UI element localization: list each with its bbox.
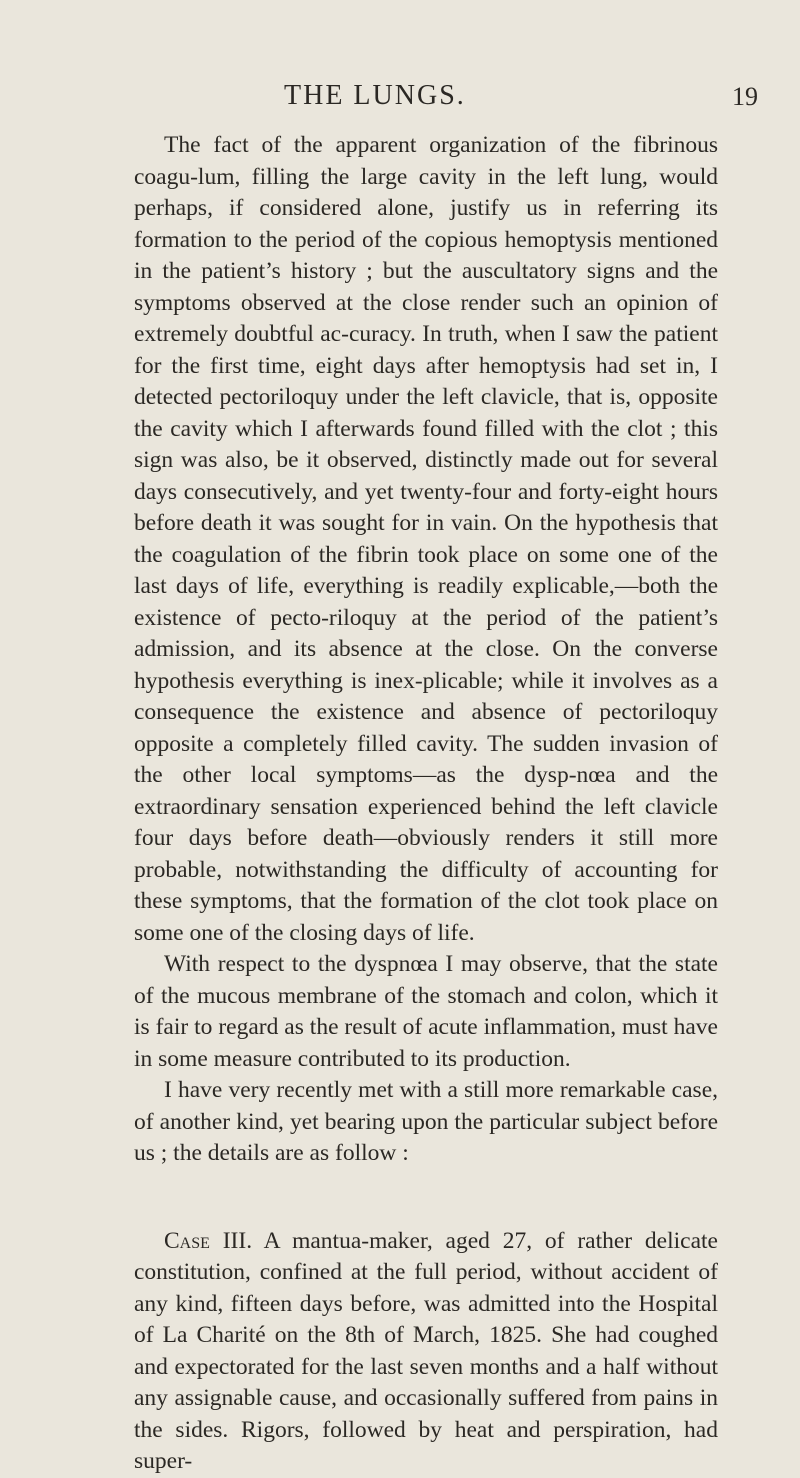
paragraph-dyspnoea: With respect to the dyspnœa I may observe, that the state of the mucous membrane of the stomach and colon, which it is fair to regard as the result of acute inflammation, must have in some measure contributed to its production. bbox=[134, 951, 718, 1072]
case-label: Case III. bbox=[164, 1227, 253, 1254]
page-header bbox=[134, 72, 758, 112]
case-paragraph bbox=[134, 1226, 718, 1478]
case-text: A mantua-maker, aged 27, of rather delicate constitution, confined at the full period, without accident of any kind, fifteen days before, was admitted into the Hospital of La Charité on the 8th of March, 1825. She had coughed and expectorated for the last seven months and a half without any assignable cause, and occasionally suffered from pains in the sides. Rigors, followed by heat and perspiration, had super- bbox=[134, 1227, 718, 1474]
page-number: 19 bbox=[732, 82, 758, 111]
running-title: THE LUNGS. bbox=[284, 80, 466, 111]
paragraph-remarkable-case: I have very recently met with a still more remarkable case, of another kind, yet bearing upon the particular subject before us ; the details are as follow : bbox=[134, 1077, 718, 1166]
paragraph-clot-formation: The fact of the apparent organization of the fibrinous coagu-lum, filling the large cavity in the left lung, would perhaps, if considered alone, justify us in referring its formation to the period of the copious hemoptysis mentioned in the patient’s history ; but the auscultatory signs and the symptoms observed at the close render such an opinion of extremely doubtful ac-curacy. In truth, when I saw the patient for the first time, eight days after hemoptysis had set in, I detected pectoriloquy under the left clavicle, that is, opposite the cavity which I afterwards found filled with the clot ; this sign was also, be it observed, distinctly made out for several days consecutively, and yet twenty-four and forty-eight hours before death it was sought for in vain. On the hypothesis that the coagulation of the fibrin took place on some one of the last days of life, everything is readily explicable,—both the existence of pecto-riloquy at the period of the patient’s admission, and its absence at the close. On the converse hypothesis everything is inex-plicable; while it involves as a consequence the existence and absence of pectoriloquy opposite a completely filled cavity. The sudden invasion of the other local symptoms—as the dysp-nœa and the extraordinary sensation experienced behind the left clavicle four days before death—obviously renders it still more probable, notwithstanding the difficulty of accounting for these symptoms, that the formation of the clot took place on some one of the closing days of life. bbox=[134, 132, 718, 946]
body-text bbox=[134, 130, 718, 1478]
